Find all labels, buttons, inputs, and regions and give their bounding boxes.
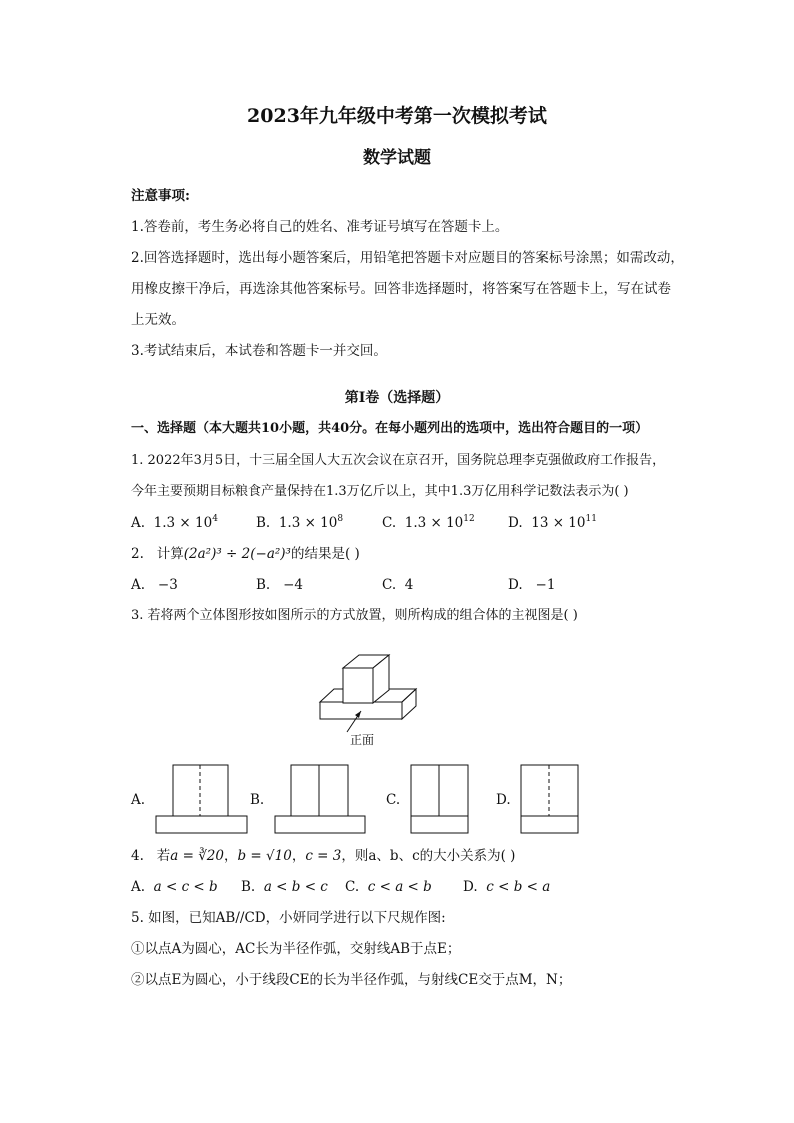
- q2-question: [131, 545, 360, 563]
- front-arrow-head: [355, 711, 361, 718]
- front-view-label: 正面: [350, 733, 375, 747]
- q4-option-c[interactable]: [345, 878, 432, 896]
- q1-option-b[interactable]: [256, 514, 343, 532]
- option-value: a < b < c: [263, 879, 328, 895]
- q2-option-c[interactable]: [382, 576, 413, 594]
- option-value: c < b < a: [486, 879, 551, 895]
- slab-front-face: [320, 702, 402, 719]
- q4-a-expression: a = ∛20: [170, 848, 224, 864]
- option-value: c < a < b: [367, 879, 432, 895]
- q5-line1: 5. 如图，已知AB//CD，小妍同学进行以下尺规作图:: [131, 910, 446, 926]
- option-exponent: 4: [212, 514, 218, 524]
- q4-post: 则a、b、c的大小关系为( ): [354, 848, 516, 864]
- q4-question: 4. 若a = ∛20，b = √10，c = 3，则a、b、c的大小关系为( ): [131, 848, 516, 864]
- notice-item-2: 2.回答选择题时，选出每小题答案后，用铅笔把答题卡对应题目的答案标号涂黑；如需改动，: [131, 250, 684, 266]
- q5-step2: ②以点E为圆心，小于线段CE的长为半径作弧，与射线CE交于点M，N；: [131, 972, 572, 988]
- q2-option-d[interactable]: [508, 576, 555, 594]
- q3-option-c-label[interactable]: C.: [386, 792, 401, 808]
- option-exponent: 11: [585, 514, 597, 524]
- page-title: 2023年九年级中考第一次模拟考试: [247, 105, 547, 127]
- q3-option-a-figure[interactable]: [155, 764, 250, 836]
- option-letter: A.: [131, 515, 146, 531]
- option-letter: C.: [345, 879, 360, 895]
- notice-item-2-end: 上无效。: [131, 312, 185, 328]
- notice-heading: 注意事项:: [131, 188, 190, 204]
- q1-option-a[interactable]: [131, 514, 218, 532]
- option-letter: C.: [382, 577, 397, 593]
- option-value: −4: [283, 577, 303, 593]
- option-letter: A.: [131, 577, 146, 593]
- option-letter: A.: [131, 879, 146, 895]
- option-letter: B.: [241, 879, 256, 895]
- option-letter: D.: [508, 515, 523, 531]
- q4-option-d[interactable]: [463, 878, 550, 896]
- option-letter: D.: [508, 577, 523, 593]
- q4-c-expression: c = 3: [305, 848, 342, 864]
- q3-option-a-label[interactable]: A.: [131, 792, 146, 808]
- q4-option-a[interactable]: [131, 878, 218, 896]
- option-value: 4: [404, 577, 414, 593]
- page-subtitle: 数学试题: [363, 148, 431, 168]
- option-letter: D.: [463, 879, 478, 895]
- slab-side-face: [402, 689, 416, 719]
- q2-expression: (2a²)³ ÷ 2(−a²)³: [183, 546, 291, 562]
- option-exponent: 8: [337, 514, 344, 524]
- q3-option-d-figure[interactable]: [520, 764, 582, 836]
- q3-option-b-figure[interactable]: [274, 764, 369, 836]
- option-letter: B.: [256, 515, 271, 531]
- part-title: 一、选择题（本大题共10小题，共40分。在每小题列出的选项中，选出符合题目的一项）: [131, 421, 649, 436]
- q2-number: 2.: [131, 546, 144, 562]
- volume-title: 第I卷（选择题）: [344, 390, 450, 406]
- q4-b-expression: b = √10: [237, 848, 292, 864]
- q4-pre: 若: [156, 848, 171, 864]
- q4-option-b[interactable]: [241, 878, 328, 896]
- q5-step1: ①以点A为圆心，AC长为半径作弧，交射线AB于点E；: [131, 941, 461, 957]
- q1-line1: 1. 2022年3月5日，十三届全国人大五次会议在京召开，国务院总理李克强做政府工作报告，: [131, 453, 666, 468]
- q1-option-c[interactable]: [382, 514, 475, 532]
- option-letter: B.: [256, 577, 271, 593]
- q2-option-b[interactable]: [256, 576, 303, 594]
- notice-item-1: 1.答卷前，考生务必将自己的姓名、准考证号填写在答题卡上。: [131, 219, 509, 235]
- option-value: −1: [535, 577, 556, 593]
- q2-pre: 计算: [156, 546, 184, 562]
- option-value: 1.3 × 10: [404, 515, 464, 531]
- q3-option-c-figure[interactable]: [410, 764, 472, 836]
- option-exponent: 12: [463, 514, 475, 524]
- option-value: a < c < b: [153, 879, 218, 895]
- option-value: 13 × 10: [531, 515, 586, 531]
- q1-line2: 今年主要预期目标粮食产量保持在1.3万亿斤以上，其中1.3万亿用科学记数法表示为( ): [131, 484, 629, 499]
- option-value: 1.3 × 10: [153, 515, 213, 531]
- q4-number: 4.: [131, 848, 144, 864]
- option-value: −3: [157, 577, 178, 593]
- option-letter: C.: [382, 515, 397, 531]
- q3-option-d-label[interactable]: D.: [496, 792, 511, 808]
- cube-front-face: [343, 668, 373, 703]
- q3-question: 3. 若将两个立体图形按如图所示的方式放置，则所构成的组合体的主视图是( ): [131, 608, 578, 623]
- notice-item-2-cont: 用橡皮擦干净后，再选涂其他答案标号。回答非选择题时，将答案写在答题卡上，写在试卷: [131, 281, 671, 297]
- q3-option-b-label[interactable]: B.: [250, 792, 265, 808]
- q2-option-a[interactable]: [131, 576, 178, 594]
- option-value: 1.3 × 10: [278, 515, 338, 531]
- notice-item-3: 3.考试结束后，本试卷和答题卡一并交回。: [131, 343, 387, 359]
- q2-post: 的结果是( ): [290, 546, 360, 562]
- q1-option-d[interactable]: [508, 514, 597, 532]
